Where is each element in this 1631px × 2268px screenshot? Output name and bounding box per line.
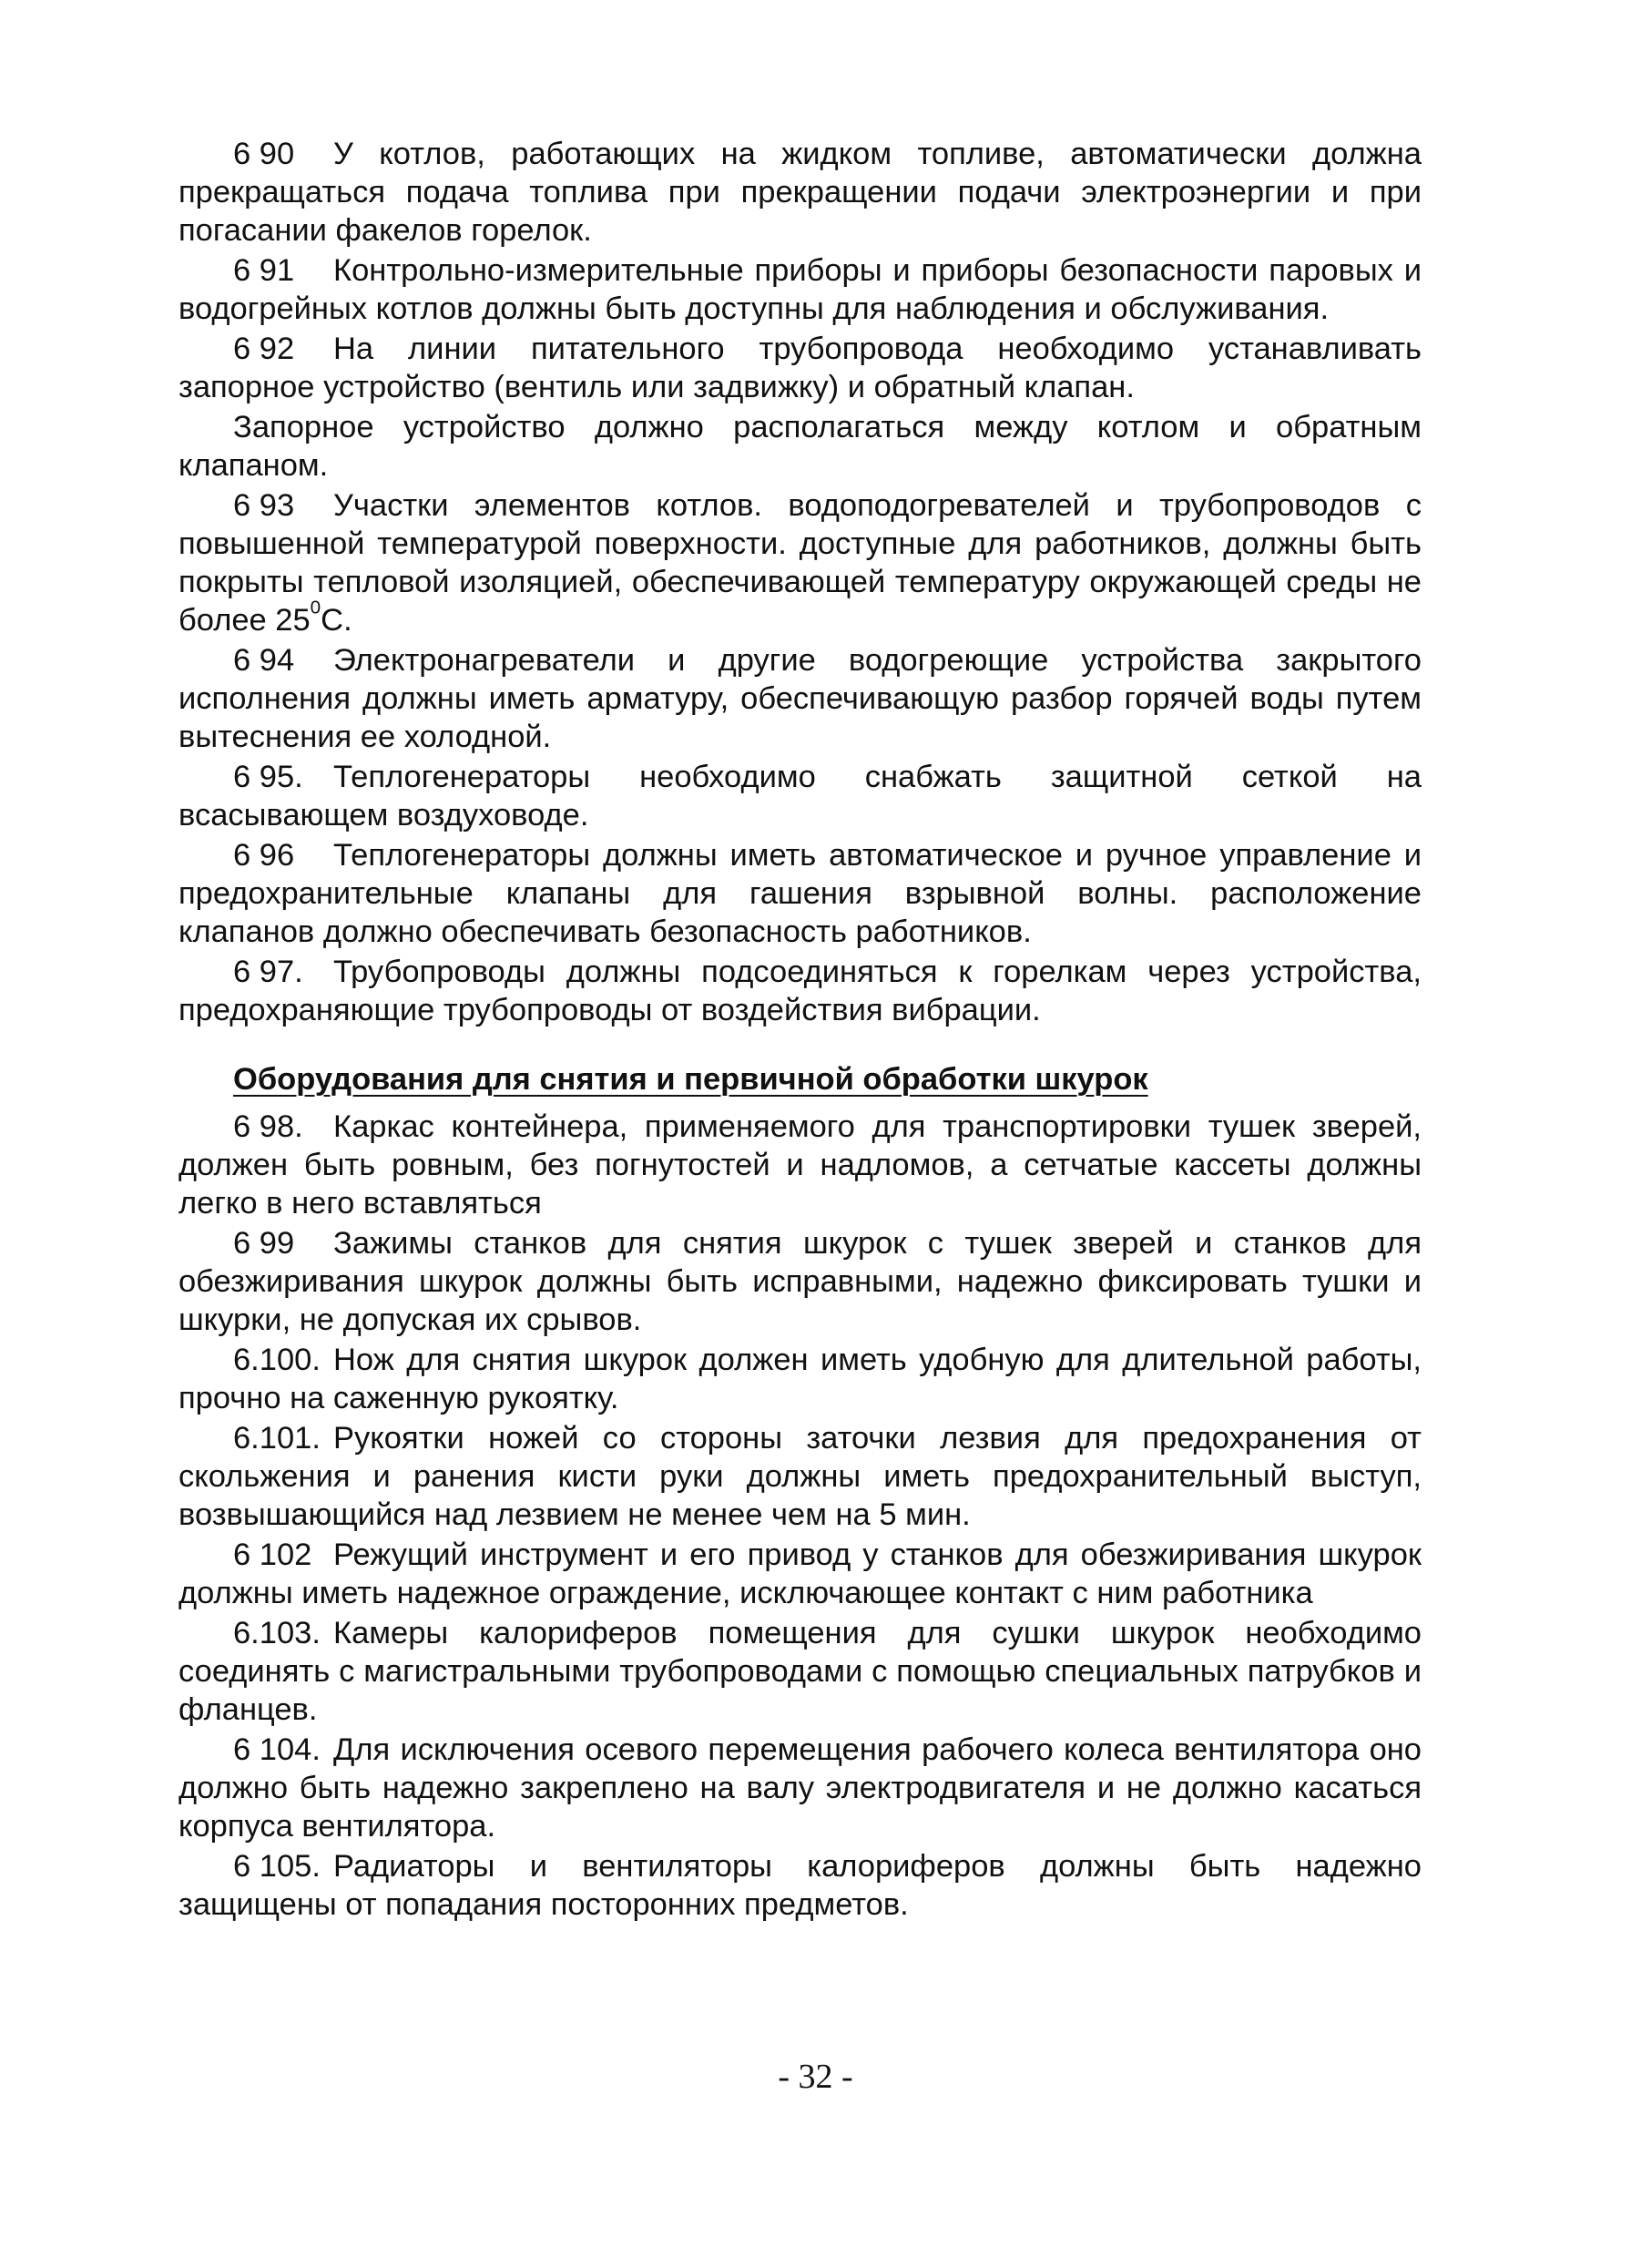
paragraph-number: 6 90: [233, 137, 295, 171]
paragraph-text: Режущий инструмент и его привод у станков для обезжиривания шкурок должны иметь надежное ограждение, исключающее контакт с ним работника: [178, 1538, 1422, 1610]
paragraph-number: 6 93: [233, 488, 295, 523]
paragraph-number: 6 104.: [233, 1732, 321, 1767]
paragraph-6-98: [178, 1108, 1422, 1222]
paragraph-text: Трубопроводы должны подсоединяться к горелкам через устройства, предохраняющие трубопроводы от воздействия вибрации.: [178, 955, 1422, 1027]
paragraph-6-100: [178, 1341, 1422, 1417]
paragraph-6-105: [178, 1847, 1422, 1924]
paragraph-6-93: [178, 486, 1422, 639]
paragraph-6-95: [178, 758, 1422, 834]
paragraph-6-101: [178, 1419, 1422, 1534]
temperature-unit: C.: [321, 603, 352, 638]
paragraph-number: 6.103.: [233, 1616, 321, 1650]
paragraph-text: На линии питательного трубопровода необходимо устанавливать запорное устройство (вентиль или задвижку) и обратный клапан.: [178, 332, 1422, 404]
paragraph-number: 6.101.: [233, 1421, 321, 1456]
page-number: - 32 -: [778, 2058, 853, 2096]
paragraph-text: Камеры калориферов помещения для сушки шкурок необходимо соединять с магистральными трубопроводами с помощью специальных патрубков и фланцев.: [178, 1616, 1422, 1727]
paragraph-text: Электронагреватели и другие водогреющие устройства закрытого исполнения должны иметь арматуру, обеспечивающую разбор горячей воды путем вытеснения ее холодной.: [178, 643, 1422, 754]
paragraph-text: Зажимы станков для снятия шкурок с тушек зверей и станков для обезжиривания шкурок должны быть исправными, надежно фиксировать тушки и шкурки, не допуская их срывов.: [178, 1226, 1422, 1337]
paragraph-6-102: [178, 1536, 1422, 1612]
paragraph-text: Рукоятки ножей со стороны заточки лезвия для предохранения от скольжения и ранения кисти руки должны иметь предохранительный выступ, возвышающийся над лезвием не менее чем на 5 мин.: [178, 1421, 1422, 1532]
paragraph-6-94: [178, 641, 1422, 756]
paragraph-6-92: [178, 330, 1422, 406]
paragraph-text: Запорное устройство должно располагаться между котлом и обратным клапаном.: [178, 410, 1422, 483]
paragraph-number: 6.100.: [233, 1343, 321, 1377]
paragraph-number: 6 99: [233, 1226, 295, 1261]
section-title: Оборудования для снятия и первичной обработки шкурок: [233, 1062, 1148, 1097]
degree-superscript: 0: [310, 597, 321, 618]
paragraph-text: Контрольно-измерительные приборы и приборы безопасности паровых и водогрейных котлов должны быть доступны для наблюдения и обслуживания.: [178, 253, 1422, 326]
paragraph-text: Нож для снятия шкурок должен иметь удобную для длительной работы, прочно на саженную рукоятку.: [178, 1343, 1422, 1415]
paragraph-number: 6 97.: [233, 955, 303, 989]
paragraph-number: 6 91: [233, 253, 295, 288]
paragraph-number: 6 102: [233, 1538, 312, 1572]
paragraph-6-96: [178, 836, 1422, 951]
paragraph-text: У котлов, работающих на жидком топливе, автоматически должна прекращаться подача топлива при прекращении подачи электроэнергии и при погасании факелов горелок.: [178, 137, 1422, 248]
document-page: [178, 135, 1422, 1926]
paragraph-6-92-continued: [178, 408, 1422, 485]
paragraph-number: 6 98.: [233, 1109, 303, 1144]
paragraph-text: Теплогенераторы необходимо снабжать защитной сеткой на всасывающем воздуховоде.: [178, 760, 1422, 833]
paragraph-text: Радиаторы и вентиляторы калориферов должны быть надежно защищены от попадания посторонних предметов.: [178, 1849, 1422, 1922]
paragraph-6-104: [178, 1731, 1422, 1845]
paragraph-6-99: [178, 1224, 1422, 1339]
paragraph-text: Участки элементов котлов. водоподогревателей и трубопроводов с повышенной температурой поверхности. доступные для работников, должны быть покрыты тепловой изоляцией, обеспечивающей температуру окружающей среды не более 25: [178, 488, 1422, 638]
paragraph-number: 6 105.: [233, 1849, 321, 1884]
paragraph-6-103: [178, 1614, 1422, 1729]
paragraph-6-97: [178, 953, 1422, 1029]
paragraph-6-91: [178, 251, 1422, 328]
paragraph-6-90: [178, 135, 1422, 250]
paragraph-number: 6 96: [233, 838, 295, 873]
paragraph-text: Для исключения осевого перемещения рабочего колеса вентилятора оно должно быть надежно закреплено на валу электродвигателя и не должно касаться корпуса вентилятора.: [178, 1732, 1422, 1844]
paragraph-text: Теплогенераторы должны иметь автоматическое и ручное управление и предохранительные клапаны для гашения взрывной волны. расположение клапанов должно обеспечивать безопасность работников.: [178, 838, 1422, 949]
paragraph-number: 6 94: [233, 643, 295, 678]
paragraph-number: 6 95.: [233, 760, 303, 794]
paragraph-text: Каркас контейнера, применяемого для транспортировки тушек зверей, должен быть ровным, без погнутостей и надломов, а сетчатые кассеты должны легко в него вставляться: [178, 1109, 1422, 1221]
paragraph-number: 6 92: [233, 332, 295, 366]
